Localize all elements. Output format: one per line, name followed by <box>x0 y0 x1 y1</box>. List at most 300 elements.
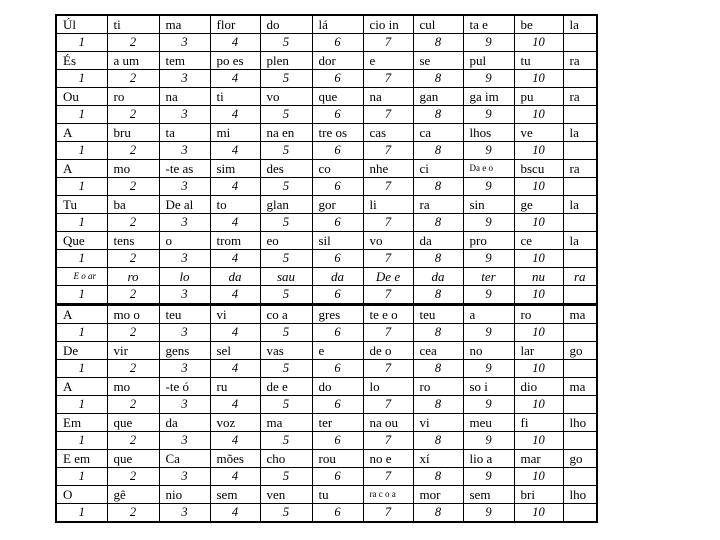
syllable-cell: -te ó <box>159 378 210 396</box>
syllable-count: 3 <box>159 214 210 232</box>
syllable-cell: sem <box>210 486 260 504</box>
syllable-count: 10 <box>514 106 563 124</box>
verse-row <box>56 160 597 178</box>
syllable-count: 2 <box>107 214 159 232</box>
syllable-count: 8 <box>413 324 463 342</box>
syllable-cell: És <box>56 52 107 70</box>
syllable-count: 4 <box>210 360 260 378</box>
syllable-cell: vas <box>260 342 312 360</box>
syllable-cell: sel <box>210 342 260 360</box>
syllable-cell: na en <box>260 124 312 142</box>
syllable-count: 9 <box>463 142 514 160</box>
syllable-cell: A <box>56 378 107 396</box>
syllable-count: 9 <box>463 468 514 486</box>
syllable-count: 3 <box>159 106 210 124</box>
syllable-cell: rou <box>312 450 363 468</box>
syllable-cell: O <box>56 486 107 504</box>
syllable-cell: to <box>210 196 260 214</box>
count-row <box>56 324 597 342</box>
syllable-cell: Em <box>56 414 107 432</box>
verse-row <box>56 196 597 214</box>
syllable-count: 2 <box>107 396 159 414</box>
syllable-cell: eo <box>260 232 312 250</box>
syllable-cell: E o ar <box>56 268 107 286</box>
syllable-cell: ga im <box>463 88 514 106</box>
syllable-cell: ti <box>107 15 159 34</box>
syllable-cell: meu <box>463 414 514 432</box>
syllable-count: 6 <box>312 360 363 378</box>
syllable-count: 1 <box>56 324 107 342</box>
syllable-count: 7 <box>363 106 413 124</box>
syllable-cell: do <box>260 15 312 34</box>
syllable-cell: bru <box>107 124 159 142</box>
syllable-count: 7 <box>363 360 413 378</box>
syllable-cell: mar <box>514 450 563 468</box>
count-row <box>56 286 597 305</box>
syllable-cell: A <box>56 160 107 178</box>
syllable-count: 4 <box>210 432 260 450</box>
syllable-cell: ve <box>514 124 563 142</box>
syllable-cell: ta e <box>463 15 514 34</box>
syllable-count: 6 <box>312 106 363 124</box>
syllable-count: 3 <box>159 286 210 305</box>
syllable-count: 6 <box>312 324 363 342</box>
syllable-cell: tem <box>159 52 210 70</box>
syllable-cell: que <box>107 450 159 468</box>
syllable-count: 6 <box>312 214 363 232</box>
syllable-cell: sau <box>260 268 312 286</box>
syllable-count: 4 <box>210 504 260 523</box>
syllable-cell: la <box>563 15 597 34</box>
syllable-count: 7 <box>363 432 413 450</box>
syllable-cell: nhe <box>363 160 413 178</box>
syllable-cell: da <box>413 232 463 250</box>
syllable-count: 2 <box>107 70 159 88</box>
syllable-cell: gor <box>312 196 363 214</box>
syllable-cell: la <box>563 232 597 250</box>
syllable-count: 2 <box>107 504 159 523</box>
syllable-count: 5 <box>260 468 312 486</box>
syllable-count: 10 <box>514 178 563 196</box>
syllable-cell: De e <box>363 268 413 286</box>
syllable-count: 7 <box>363 396 413 414</box>
syllable-count: 1 <box>56 432 107 450</box>
syllable-count: 3 <box>159 360 210 378</box>
syllable-count <box>563 324 597 342</box>
syllable-count <box>563 504 597 523</box>
syllable-count: 8 <box>413 468 463 486</box>
syllable-cell: no <box>463 342 514 360</box>
syllable-count: 4 <box>210 34 260 52</box>
syllable-cell: tu <box>514 52 563 70</box>
syllable-count: 1 <box>56 504 107 523</box>
syllable-cell: que <box>312 88 363 106</box>
syllable-count: 10 <box>514 432 563 450</box>
syllable-cell: ro <box>107 88 159 106</box>
verse-row <box>56 486 597 504</box>
syllable-count: 4 <box>210 250 260 268</box>
syllable-cell: voz <box>210 414 260 432</box>
syllable-cell: De al <box>159 196 210 214</box>
syllable-count: 2 <box>107 250 159 268</box>
syllable-count: 2 <box>107 34 159 52</box>
syllable-count: 5 <box>260 324 312 342</box>
syllable-count: 5 <box>260 360 312 378</box>
syllable-count: 6 <box>312 504 363 523</box>
syllable-count: 9 <box>463 504 514 523</box>
syllable-count: 3 <box>159 142 210 160</box>
syllable-cell: ra <box>563 88 597 106</box>
syllable-count: 8 <box>413 106 463 124</box>
syllable-cell: mões <box>210 450 260 468</box>
count-row <box>56 142 597 160</box>
syllable-count: 4 <box>210 396 260 414</box>
syllable-cell: lar <box>514 342 563 360</box>
syllable-cell: que <box>107 414 159 432</box>
syllable-cell: de e <box>260 378 312 396</box>
syllable-cell: Ou <box>56 88 107 106</box>
syllable-count: 7 <box>363 504 413 523</box>
syllable-cell: teu <box>413 305 463 324</box>
syllable-count: 7 <box>363 324 413 342</box>
syllable-cell: Ca <box>159 450 210 468</box>
syllable-cell: lho <box>563 486 597 504</box>
syllable-count: 4 <box>210 468 260 486</box>
syllable-count: 5 <box>260 34 312 52</box>
syllable-count: 5 <box>260 70 312 88</box>
syllable-cell: gan <box>413 88 463 106</box>
syllable-cell: sin <box>463 196 514 214</box>
syllable-cell: na <box>363 88 413 106</box>
syllable-count: 9 <box>463 360 514 378</box>
syllable-cell: ro <box>107 268 159 286</box>
syllable-cell: pro <box>463 232 514 250</box>
syllable-count: 1 <box>56 286 107 305</box>
syllable-count <box>563 432 597 450</box>
syllable-count: 1 <box>56 34 107 52</box>
syllable-cell: ra <box>563 160 597 178</box>
syllable-count: 7 <box>363 250 413 268</box>
verse-row <box>56 268 597 286</box>
syllable-count: 6 <box>312 396 363 414</box>
syllable-cell: nu <box>514 268 563 286</box>
syllable-count: 5 <box>260 106 312 124</box>
syllable-count: 8 <box>413 396 463 414</box>
syllable-count: 5 <box>260 178 312 196</box>
syllable-count <box>563 250 597 268</box>
syllable-cell: e <box>363 52 413 70</box>
syllable-cell: ra <box>563 52 597 70</box>
syllable-count: 10 <box>514 214 563 232</box>
syllable-count: 5 <box>260 286 312 305</box>
syllable-cell: vo <box>363 232 413 250</box>
syllable-count <box>563 70 597 88</box>
verse-row <box>56 342 597 360</box>
count-row <box>56 70 597 88</box>
syllable-cell: tu <box>312 486 363 504</box>
syllable-count <box>563 178 597 196</box>
syllable-cell: bri <box>514 486 563 504</box>
syllable-count: 2 <box>107 142 159 160</box>
syllable-count: 8 <box>413 34 463 52</box>
syllable-count: 7 <box>363 468 413 486</box>
count-row <box>56 432 597 450</box>
syllable-count: 8 <box>413 432 463 450</box>
syllable-cell: de o <box>363 342 413 360</box>
syllable-cell: ce <box>514 232 563 250</box>
syllable-count: 8 <box>413 360 463 378</box>
syllable-count: 1 <box>56 360 107 378</box>
syllable-cell: a um <box>107 52 159 70</box>
syllable-cell: lio a <box>463 450 514 468</box>
syllable-cell: mo o <box>107 305 159 324</box>
syllable-count: 8 <box>413 214 463 232</box>
syllable-count <box>563 396 597 414</box>
syllable-cell: vir <box>107 342 159 360</box>
syllable-count: 9 <box>463 70 514 88</box>
syllable-count: 10 <box>514 250 563 268</box>
syllable-cell: go <box>563 450 597 468</box>
syllable-cell: des <box>260 160 312 178</box>
count-row <box>56 34 597 52</box>
syllable-count: 3 <box>159 324 210 342</box>
syllable-count: 9 <box>463 34 514 52</box>
syllable-count: 2 <box>107 468 159 486</box>
syllable-count: 5 <box>260 504 312 523</box>
syllable-count: 7 <box>363 34 413 52</box>
syllable-cell: plen <box>260 52 312 70</box>
syllable-count: 1 <box>56 70 107 88</box>
syllable-cell: flor <box>210 15 260 34</box>
syllable-count: 2 <box>107 286 159 305</box>
syllable-cell: gens <box>159 342 210 360</box>
syllable-cell: bscu <box>514 160 563 178</box>
syllable-cell: da <box>413 268 463 286</box>
syllable-cell: ta <box>159 124 210 142</box>
verse-row <box>56 52 597 70</box>
syllable-cell: cea <box>413 342 463 360</box>
syllable-count: 3 <box>159 70 210 88</box>
syllable-count: 1 <box>56 396 107 414</box>
syllable-count: 1 <box>56 214 107 232</box>
syllable-cell: A <box>56 305 107 324</box>
syllable-count: 4 <box>210 214 260 232</box>
syllable-cell: cho <box>260 450 312 468</box>
syllable-cell: gres <box>312 305 363 324</box>
syllable-count: 9 <box>463 432 514 450</box>
syllable-cell: ter <box>463 268 514 286</box>
syllable-count: 4 <box>210 286 260 305</box>
syllable-cell: Que <box>56 232 107 250</box>
syllable-cell: a <box>463 305 514 324</box>
syllable-cell: lo <box>363 378 413 396</box>
syllable-count: 3 <box>159 178 210 196</box>
syllable-cell: ca <box>413 124 463 142</box>
syllable-cell: ven <box>260 486 312 504</box>
syllable-count <box>563 214 597 232</box>
syllable-cell: trom <box>210 232 260 250</box>
syllable-count: 9 <box>463 396 514 414</box>
syllable-count: 8 <box>413 286 463 305</box>
syllable-count: 8 <box>413 178 463 196</box>
syllable-cell: ma <box>563 305 597 324</box>
syllable-count: 1 <box>56 142 107 160</box>
syllable-cell: ra <box>413 196 463 214</box>
syllable-cell: cas <box>363 124 413 142</box>
syllable-cell: so i <box>463 378 514 396</box>
syllable-count: 8 <box>413 504 463 523</box>
syllable-count: 9 <box>463 106 514 124</box>
syllable-count: 5 <box>260 214 312 232</box>
verse-row <box>56 15 597 34</box>
syllable-count: 7 <box>363 214 413 232</box>
syllable-count <box>563 286 597 305</box>
syllable-cell: o <box>159 232 210 250</box>
count-row <box>56 250 597 268</box>
syllable-cell: da <box>159 414 210 432</box>
syllable-count: 4 <box>210 106 260 124</box>
syllable-count: 6 <box>312 286 363 305</box>
syllable-count: 8 <box>413 250 463 268</box>
syllable-cell: po es <box>210 52 260 70</box>
syllable-count: 10 <box>514 468 563 486</box>
syllable-cell: sim <box>210 160 260 178</box>
syllable-cell: glan <box>260 196 312 214</box>
syllable-count: 3 <box>159 432 210 450</box>
syllable-count: 9 <box>463 178 514 196</box>
syllable-cell: do <box>312 378 363 396</box>
syllable-cell: lho <box>563 414 597 432</box>
syllable-count: 6 <box>312 432 363 450</box>
syllable-cell: -te as <box>159 160 210 178</box>
syllable-cell: pul <box>463 52 514 70</box>
syllable-cell: ro <box>514 305 563 324</box>
syllable-count: 6 <box>312 250 363 268</box>
syllable-cell: ru <box>210 378 260 396</box>
syllable-cell: dor <box>312 52 363 70</box>
syllable-cell: be <box>514 15 563 34</box>
syllable-count: 1 <box>56 468 107 486</box>
syllable-count: 9 <box>463 286 514 305</box>
syllable-count: 8 <box>413 70 463 88</box>
syllable-cell: se <box>413 52 463 70</box>
syllable-cell: pu <box>514 88 563 106</box>
syllable-cell: e <box>312 342 363 360</box>
syllable-cell: fi <box>514 414 563 432</box>
count-row <box>56 396 597 414</box>
syllable-count: 4 <box>210 324 260 342</box>
verse-row <box>56 305 597 324</box>
syllable-cell: ter <box>312 414 363 432</box>
syllable-cell: go <box>563 342 597 360</box>
syllable-cell: mi <box>210 124 260 142</box>
syllable-count: 10 <box>514 34 563 52</box>
syllable-cell: li <box>363 196 413 214</box>
count-row <box>56 178 597 196</box>
count-row <box>56 468 597 486</box>
syllable-count: 3 <box>159 34 210 52</box>
syllable-count: 7 <box>363 286 413 305</box>
syllable-cell: A <box>56 124 107 142</box>
syllable-cell: nio <box>159 486 210 504</box>
verse-row <box>56 88 597 106</box>
syllable-count: 3 <box>159 250 210 268</box>
syllable-count: 3 <box>159 504 210 523</box>
syllable-cell: ro <box>413 378 463 396</box>
verse-row <box>56 378 597 396</box>
syllable-cell: tens <box>107 232 159 250</box>
syllable-cell: vi <box>210 305 260 324</box>
verse-row <box>56 124 597 142</box>
syllable-cell: da <box>210 268 260 286</box>
syllable-cell: Tu <box>56 196 107 214</box>
syllable-count: 9 <box>463 324 514 342</box>
syllable-cell: ma <box>563 378 597 396</box>
syllable-count: 10 <box>514 142 563 160</box>
count-row <box>56 106 597 124</box>
syllable-count: 10 <box>514 70 563 88</box>
syllable-cell: no e <box>363 450 413 468</box>
syllable-count: 10 <box>514 360 563 378</box>
verse-row <box>56 450 597 468</box>
syllable-count: 2 <box>107 432 159 450</box>
syllable-cell: na <box>159 88 210 106</box>
syllable-count: 3 <box>159 396 210 414</box>
syllable-cell: vo <box>260 88 312 106</box>
syllable-count: 8 <box>413 142 463 160</box>
syllable-count: 10 <box>514 504 563 523</box>
syllable-count <box>563 34 597 52</box>
syllable-cell: ma <box>260 414 312 432</box>
count-row <box>56 214 597 232</box>
syllable-count: 7 <box>363 70 413 88</box>
syllable-cell: tre os <box>312 124 363 142</box>
verse-row <box>56 232 597 250</box>
syllable-cell: lá <box>312 15 363 34</box>
syllable-cell: ba <box>107 196 159 214</box>
syllable-count <box>563 106 597 124</box>
syllable-count: 7 <box>363 178 413 196</box>
syllable-count: 7 <box>363 142 413 160</box>
syllable-count <box>563 360 597 378</box>
syllable-cell: da <box>312 268 363 286</box>
syllable-cell: co a <box>260 305 312 324</box>
syllable-cell: la <box>563 196 597 214</box>
syllable-count: 6 <box>312 34 363 52</box>
syllable-cell: ge <box>514 196 563 214</box>
syllable-cell: lo <box>159 268 210 286</box>
count-row <box>56 504 597 523</box>
syllable-count: 5 <box>260 396 312 414</box>
syllable-count: 5 <box>260 432 312 450</box>
syllable-count: 10 <box>514 286 563 305</box>
syllable-cell: De <box>56 342 107 360</box>
syllable-cell: vi <box>413 414 463 432</box>
syllable-cell: cio in <box>363 15 413 34</box>
syllable-count: 6 <box>312 178 363 196</box>
syllable-cell: E em <box>56 450 107 468</box>
syllable-count: 1 <box>56 106 107 124</box>
syllable-cell: la <box>563 124 597 142</box>
syllable-cell: mo <box>107 160 159 178</box>
syllable-cell: mor <box>413 486 463 504</box>
syllable-cell: Úl <box>56 15 107 34</box>
syllable-count: 4 <box>210 70 260 88</box>
syllable-cell: ti <box>210 88 260 106</box>
syllable-count: 1 <box>56 250 107 268</box>
scansion-table <box>55 14 598 523</box>
syllable-cell: sil <box>312 232 363 250</box>
